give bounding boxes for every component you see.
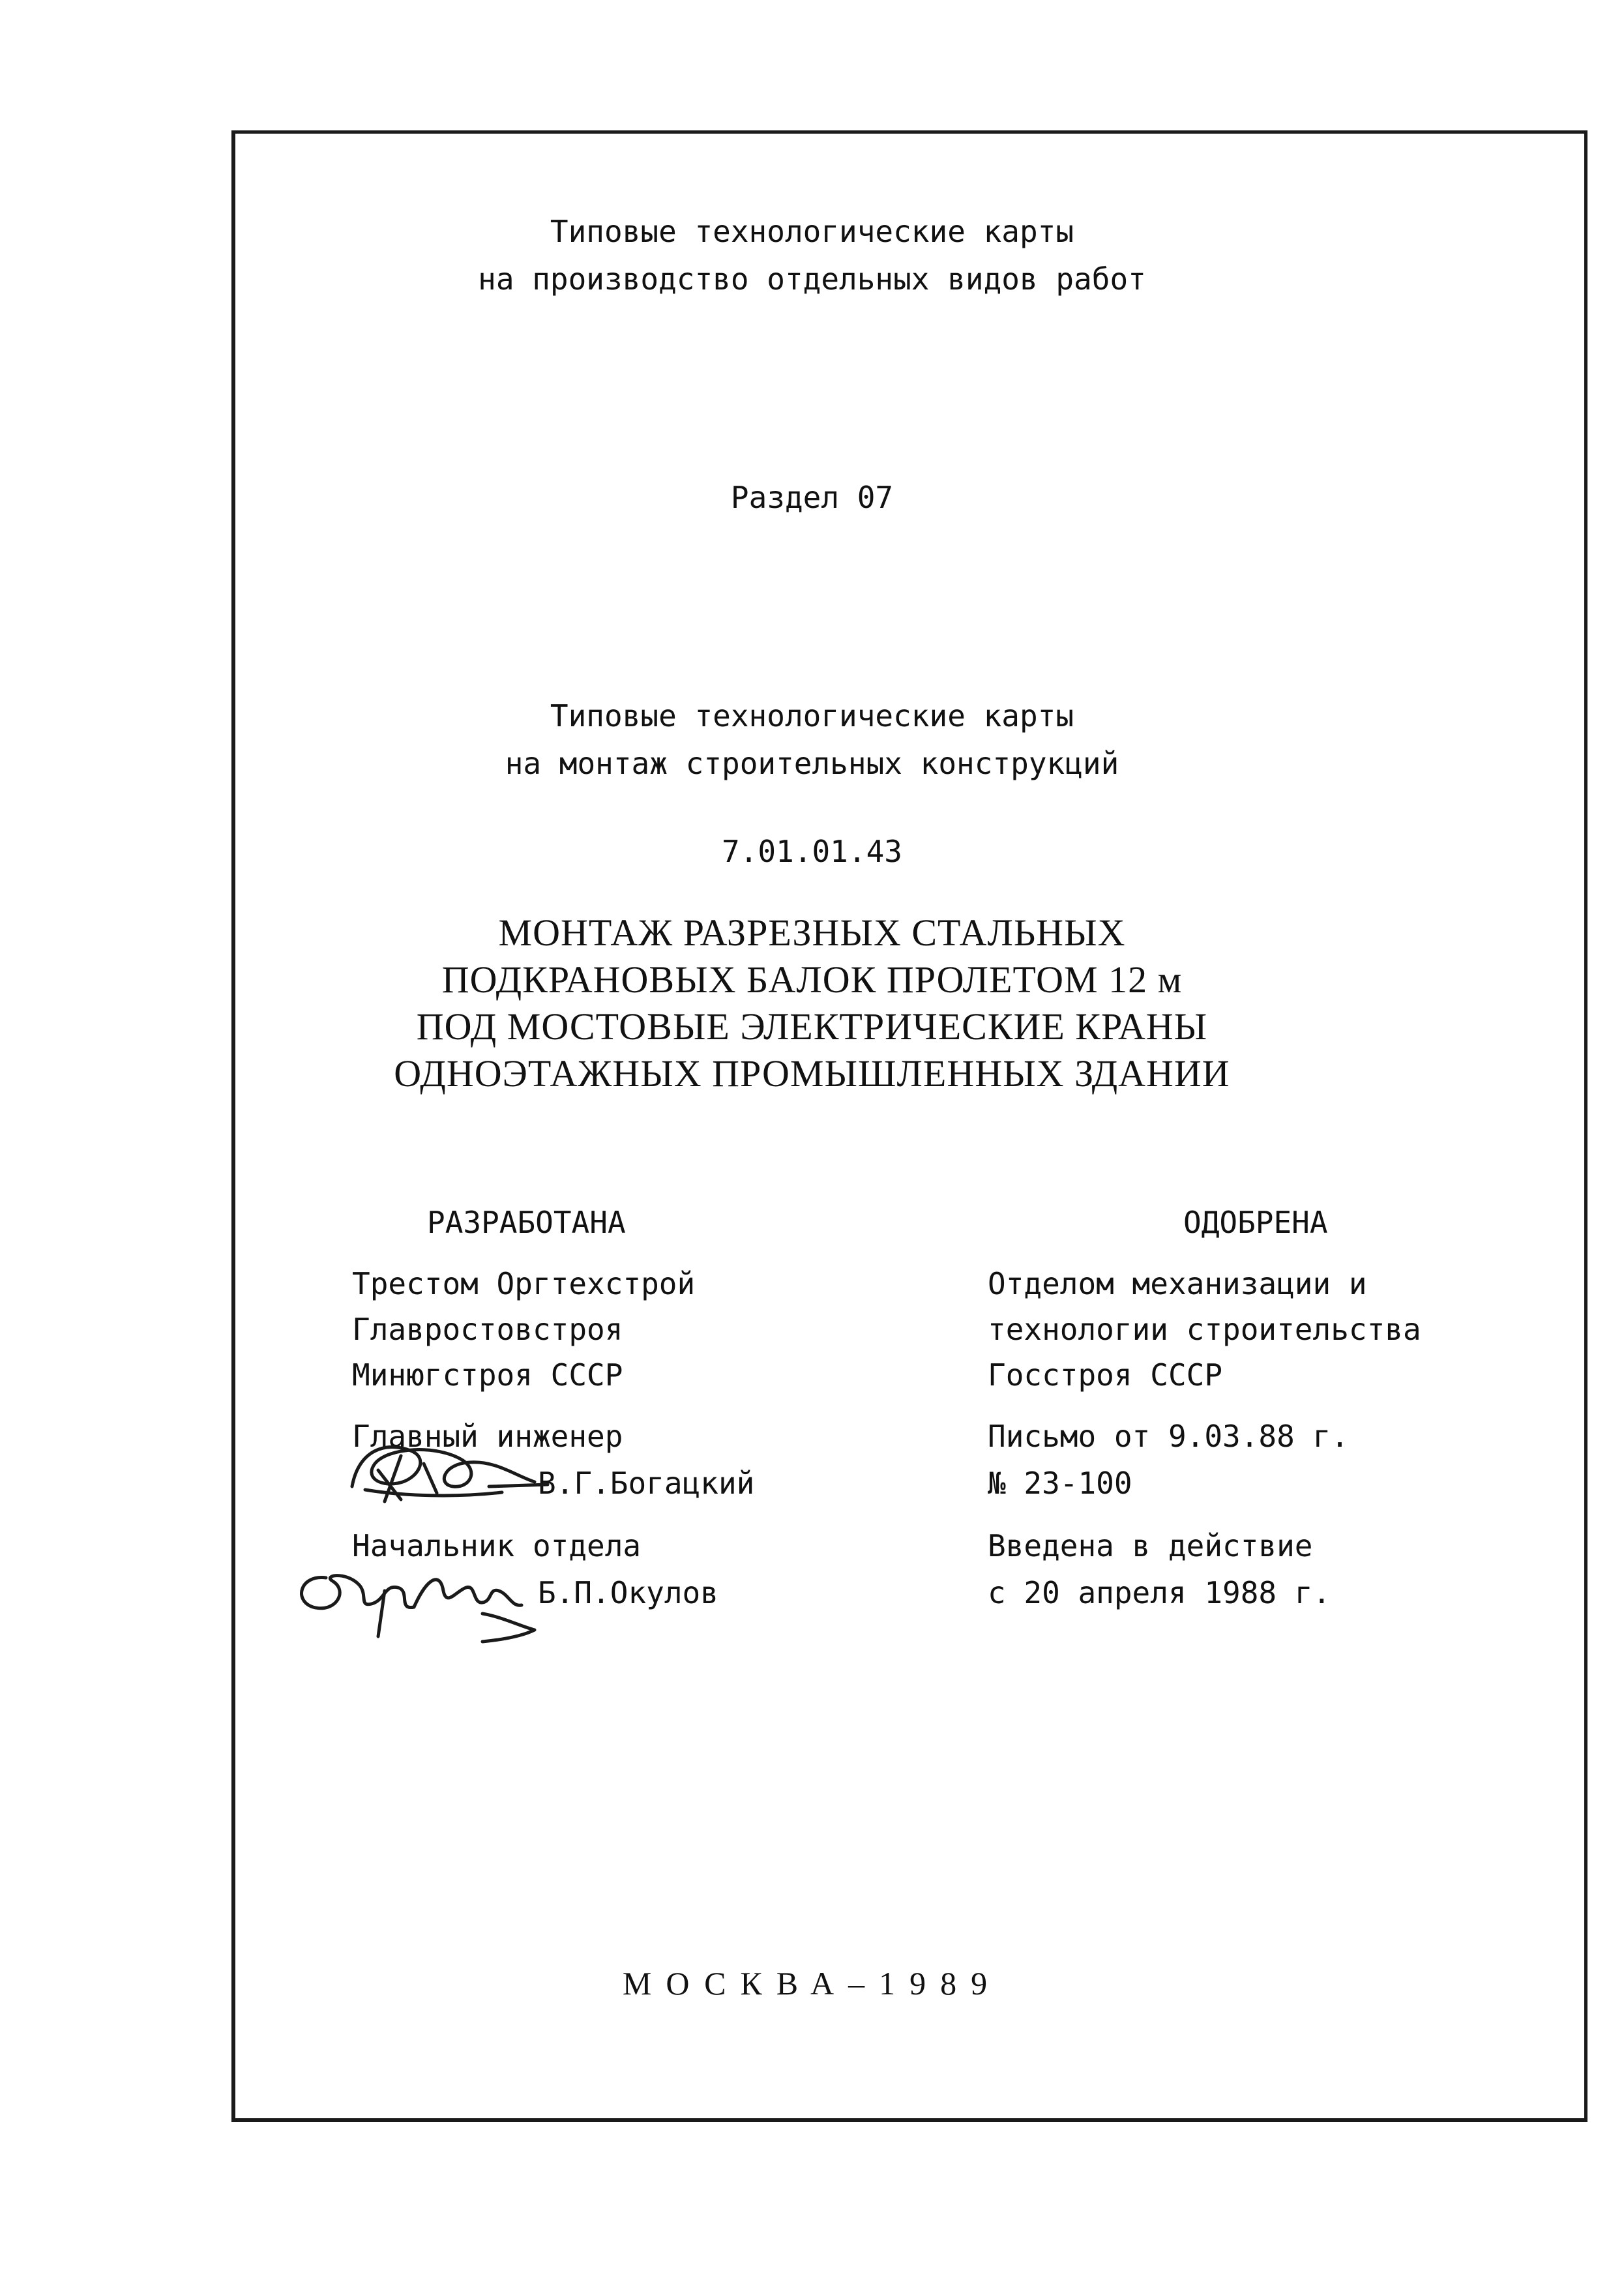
subheader-line-1: Типовые технологические карты — [550, 698, 1074, 733]
developer-org-line-2: Главростовстроя — [352, 1312, 623, 1347]
city-year-footer: МОСКВА–1989 — [622, 1965, 1002, 2002]
department-head-signature — [287, 1552, 561, 1649]
chief-engineer-name: В.Г.Богацкий — [538, 1466, 755, 1501]
chief-engineer-signature — [339, 1425, 554, 1516]
effective-line-2: с 20 апреля 1988 г. — [988, 1575, 1331, 1610]
section-label: Раздел 07 — [730, 480, 894, 515]
document-code: 7.01.01.43 — [722, 834, 902, 869]
letter-date: Письмо от 9.03.88 г. — [988, 1419, 1349, 1454]
main-title-line-3: ПОД МОСТОВЫЕ ЭЛЕКТРИЧЕСКИЕ КРАНЫ — [416, 1005, 1208, 1048]
approved-by-heading: ОДОБРЕНА — [1183, 1205, 1328, 1240]
header-line-1: Типовые технологические карты — [550, 214, 1074, 249]
approver-org-line-3: Госстроя СССР — [988, 1357, 1223, 1393]
department-head-name: Б.П.Окулов — [538, 1575, 718, 1610]
main-title-line-2: ПОДКРАНОВЫХ БАЛОК ПРОЛЕТОМ 12 м — [441, 958, 1183, 1001]
subheader-line-2: на монтаж строительных конструкций — [505, 746, 1119, 781]
chief-engineer-title: Главный инженер — [352, 1419, 623, 1454]
department-head-title: Начальник отдела — [352, 1528, 642, 1563]
developer-org-line-3: Минюгстроя СССР — [352, 1357, 623, 1393]
developer-org-line-1: Трестом Оргтехстрой — [352, 1266, 696, 1301]
header-line-2: на производство отдельных видов работ — [478, 261, 1146, 297]
developed-by-heading: РАЗРАБОТАНА — [427, 1205, 626, 1240]
page-border — [231, 130, 1587, 2122]
approver-org-line-2: технологии строительства — [988, 1312, 1421, 1347]
effective-line-1: Введена в действие — [988, 1528, 1313, 1563]
main-title-line-1: МОНТАЖ РАЗРЕЗНЫХ СТАЛЬНЫХ — [498, 911, 1126, 954]
approver-org-line-1: Отделом механизации и — [988, 1266, 1367, 1301]
letter-number: № 23-100 — [988, 1466, 1132, 1501]
main-title-line-4: ОДНОЭТАЖНЫХ ПРОМЫШЛЕННЫХ ЗДАНИИ — [394, 1052, 1230, 1095]
